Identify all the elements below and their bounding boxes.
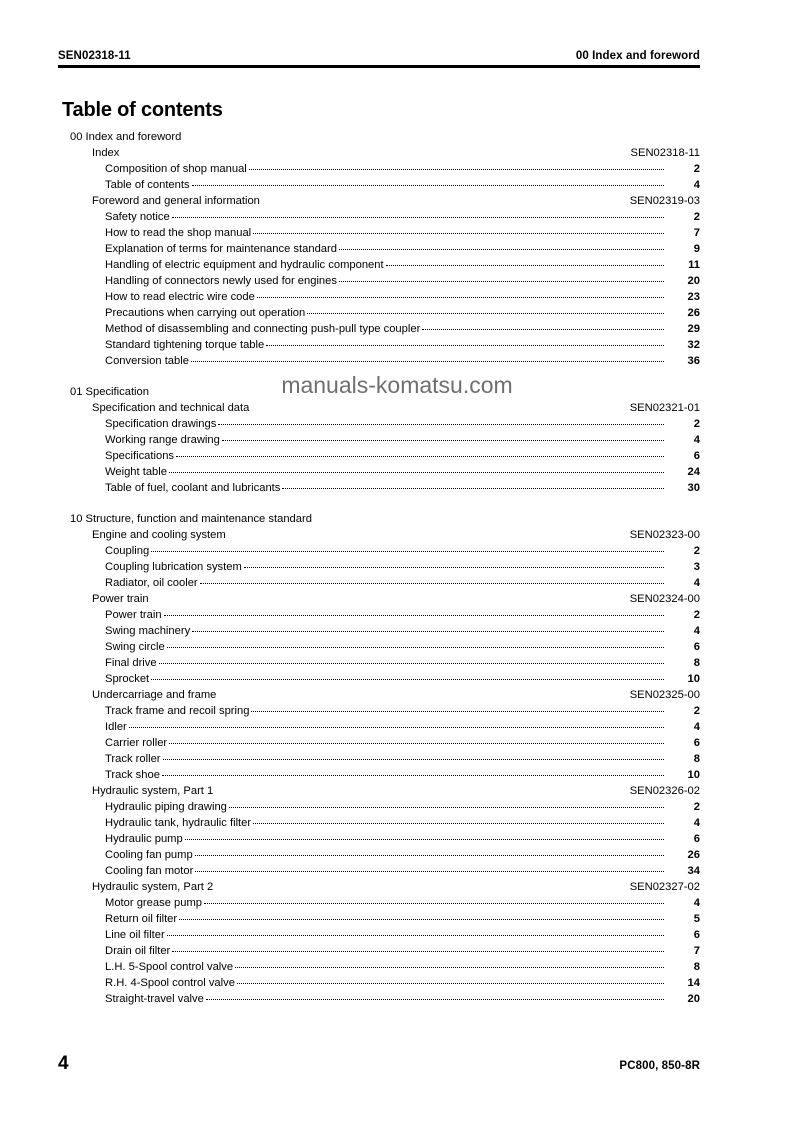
- toc-section-title: 01 Specification: [70, 386, 149, 398]
- toc-entry-label: Weight table: [105, 466, 167, 478]
- toc-entry-label: Final drive: [105, 657, 157, 669]
- dot-leader: [266, 337, 664, 348]
- toc-entry[interactable]: [58, 575, 700, 591]
- toc-entry[interactable]: [58, 639, 700, 655]
- toc-entry-label: Explanation of terms for maintenance standard: [105, 243, 337, 255]
- dot-leader: [222, 432, 664, 443]
- toc-section: [58, 511, 700, 1007]
- toc-entry-page: 10: [687, 769, 700, 781]
- toc-subsection[interactable]: [58, 687, 700, 703]
- dot-leader: [253, 815, 664, 826]
- toc-entry-page: 8: [693, 753, 700, 765]
- toc-entry-page: 6: [693, 450, 700, 462]
- toc-entry-page: 4: [693, 179, 700, 191]
- toc-entry-page: 14: [687, 977, 700, 989]
- toc-entry-label: Hydraulic tank, hydraulic filter: [105, 817, 252, 829]
- toc-entry[interactable]: [58, 448, 700, 464]
- toc-entry-page: 20: [687, 993, 700, 1005]
- toc-entry-label: Track roller: [105, 753, 161, 765]
- toc-entry[interactable]: [58, 831, 700, 847]
- toc-subsection-title: Undercarriage and frame: [92, 689, 217, 701]
- toc-entry-page: 29: [687, 323, 700, 335]
- toc-entry[interactable]: [58, 480, 700, 496]
- dot-leader: [251, 703, 664, 714]
- dot-leader: [244, 559, 664, 570]
- toc-subsection[interactable]: [58, 145, 700, 161]
- toc-entry[interactable]: [58, 337, 700, 353]
- toc-entry-label: Composition of shop manual: [105, 163, 247, 175]
- toc-entry[interactable]: [58, 177, 700, 193]
- toc-entry-label: Table of contents: [105, 179, 190, 191]
- dot-leader: [195, 863, 664, 874]
- page-title: Table of contents: [62, 99, 223, 121]
- toc-entry[interactable]: [58, 671, 700, 687]
- toc-entry-label: Motor grease pump: [105, 897, 203, 909]
- toc-section: [58, 129, 700, 369]
- toc-subsection-code: SEN02318-11: [630, 147, 700, 159]
- toc-entry[interactable]: [58, 416, 700, 432]
- toc-entry[interactable]: [58, 655, 700, 671]
- toc-entry-label: Carrier roller: [105, 737, 168, 749]
- page-footer: [58, 1053, 700, 1075]
- toc-subsection[interactable]: [58, 591, 700, 607]
- toc-entry-label: Specification drawings: [105, 418, 217, 430]
- toc-entry-page: 23: [687, 291, 700, 303]
- toc-subsection-code: SEN02326-02: [629, 785, 700, 797]
- toc-entry-page: 9: [693, 243, 700, 255]
- dot-leader: [167, 927, 664, 938]
- toc-entry-label: Handling of connectors newly used for engines: [105, 275, 337, 287]
- toc-entry-label: Drain oil filter: [105, 945, 171, 957]
- toc-entry[interactable]: [58, 863, 700, 879]
- toc-entry[interactable]: [58, 799, 700, 815]
- dot-leader: [192, 623, 664, 634]
- toc-subsection-title: Index: [92, 147, 120, 159]
- toc-entry-label: Line oil filter: [105, 929, 165, 941]
- toc-entry-label: Sprocket: [105, 673, 150, 685]
- dot-leader: [191, 353, 664, 364]
- toc-entry-page: 30: [687, 482, 700, 494]
- toc-entry-page: 6: [693, 737, 700, 749]
- toc-subsection[interactable]: [58, 879, 700, 895]
- toc-entry-page: 2: [693, 545, 700, 557]
- dot-leader: [206, 991, 664, 1002]
- toc-entry[interactable]: [58, 321, 700, 337]
- toc-entry[interactable]: [58, 464, 700, 480]
- toc-entry[interactable]: [58, 432, 700, 448]
- watermark: manuals-komatsu.com: [281, 372, 513, 398]
- toc-entry-label: How to read electric wire code: [105, 291, 255, 303]
- toc-entry-page: 3: [693, 561, 700, 573]
- toc-entry[interactable]: [58, 719, 700, 735]
- toc-entry[interactable]: [58, 273, 700, 289]
- dot-leader: [282, 480, 664, 491]
- toc-section-title: 10 Structure, function and maintenance standard: [70, 513, 312, 525]
- toc-entry-label: Track frame and recoil spring: [105, 705, 250, 717]
- toc-entry-page: 20: [687, 275, 700, 287]
- toc-entry-page: 6: [693, 929, 700, 941]
- toc-entry-page: 36: [687, 355, 700, 367]
- toc-entry-label: Hydraulic piping drawing: [105, 801, 227, 813]
- dot-leader: [422, 321, 664, 332]
- toc-entry[interactable]: [58, 847, 700, 863]
- toc-entry-page: 4: [693, 434, 700, 446]
- toc-subsection[interactable]: [58, 783, 700, 799]
- toc-entry-page: 5: [693, 913, 700, 925]
- dot-leader: [257, 289, 664, 300]
- dot-leader: [235, 959, 664, 970]
- toc-entry[interactable]: [58, 225, 700, 241]
- dot-leader: [169, 464, 664, 475]
- toc-entry-page: 4: [693, 721, 700, 733]
- toc-entry[interactable]: [58, 209, 700, 225]
- page-header: [58, 50, 700, 68]
- dot-leader: [218, 416, 664, 427]
- toc-entry-page: 6: [693, 833, 700, 845]
- toc-subsection-title: Power train: [92, 593, 149, 605]
- toc-entry[interactable]: [58, 623, 700, 639]
- toc-entry[interactable]: [58, 991, 700, 1007]
- toc-entry-page: 7: [693, 945, 700, 957]
- header-row: [58, 50, 700, 62]
- dot-leader: [176, 448, 664, 459]
- toc-subsection-code: SEN02327-02: [629, 881, 700, 893]
- toc-entry-label: Handling of electric equipment and hydraulic component: [105, 259, 384, 271]
- toc-subsection[interactable]: [58, 400, 700, 416]
- toc-entry-label: Standard tightening torque table: [105, 339, 265, 351]
- toc-entry-label: Specifications: [105, 450, 175, 462]
- toc-subsection[interactable]: [58, 527, 700, 543]
- toc-entry-page: 2: [693, 211, 700, 223]
- toc-entry-label: Straight-travel valve: [105, 993, 204, 1005]
- toc-entry-page: 11: [688, 259, 700, 271]
- toc-entry-page: 10: [687, 673, 700, 685]
- toc-entry-page: 2: [693, 609, 700, 621]
- dot-leader: [307, 305, 664, 316]
- toc-subsection-code: SEN02325-00: [629, 689, 700, 701]
- toc-subsection-code: SEN02319-03: [629, 195, 700, 207]
- toc-entry-label: Hydraulic pump: [105, 833, 183, 845]
- dot-leader: [386, 257, 664, 268]
- dot-leader: [164, 607, 664, 618]
- toc-entry[interactable]: [58, 911, 700, 927]
- toc-entry-label: Power train: [105, 609, 162, 621]
- document-code: SEN02318-11: [58, 50, 131, 62]
- toc-subsection-code: SEN02323-00: [629, 529, 700, 541]
- toc-entry-label: Cooling fan motor: [105, 865, 194, 877]
- toc-entry-label: Swing circle: [105, 641, 165, 653]
- toc-subsection-code: SEN02321-01: [629, 402, 700, 414]
- dot-leader: [195, 847, 664, 858]
- toc-entry-label: L.H. 5-Spool control valve: [105, 961, 234, 973]
- dot-leader: [249, 161, 664, 172]
- dot-leader: [151, 671, 664, 682]
- toc-subsection-code: SEN02324-00: [629, 593, 700, 605]
- dot-leader: [151, 543, 664, 554]
- dot-leader: [204, 895, 664, 906]
- table-of-contents: [58, 129, 700, 1007]
- toc-section: [58, 384, 700, 496]
- dot-leader: [172, 943, 664, 954]
- dot-leader: [253, 225, 664, 236]
- dot-leader: [169, 735, 664, 746]
- toc-entry-page: 7: [693, 227, 700, 239]
- dot-leader: [172, 209, 664, 220]
- toc-entry[interactable]: [58, 767, 700, 783]
- toc-entry[interactable]: [58, 975, 700, 991]
- toc-entry-page: 4: [693, 897, 700, 909]
- toc-subsection-title: Hydraulic system, Part 1: [92, 785, 214, 797]
- toc-entry-page: 2: [693, 705, 700, 717]
- toc-entry[interactable]: [58, 289, 700, 305]
- toc-entry-label: Track shoe: [105, 769, 160, 781]
- toc-entry-label: Working range drawing: [105, 434, 220, 446]
- toc-subsection-title: Hydraulic system, Part 2: [92, 881, 214, 893]
- toc-entry-page: 8: [693, 657, 700, 669]
- toc-subsection-title: Foreword and general information: [92, 195, 260, 207]
- toc-entry-page: 4: [693, 625, 700, 637]
- dot-leader: [129, 719, 664, 730]
- toc-entry[interactable]: [58, 927, 700, 943]
- toc-entry-page: 4: [693, 577, 700, 589]
- toc-entry-label: Cooling fan pump: [105, 849, 193, 861]
- toc-entry[interactable]: [58, 703, 700, 719]
- toc-entry[interactable]: [58, 607, 700, 623]
- toc-entry-label: Radiator, oil cooler: [105, 577, 198, 589]
- toc-entry-label: Coupling: [105, 545, 150, 557]
- toc-entry-label: Table of fuel, coolant and lubricants: [105, 482, 281, 494]
- dot-leader: [229, 799, 664, 810]
- toc-entry[interactable]: [58, 895, 700, 911]
- toc-entry[interactable]: [58, 751, 700, 767]
- dot-leader: [159, 655, 664, 666]
- toc-entry-label: Safety notice: [105, 211, 170, 223]
- toc-entry[interactable]: [58, 815, 700, 831]
- toc-entry[interactable]: [58, 257, 700, 273]
- toc-entry[interactable]: [58, 943, 700, 959]
- toc-subsection[interactable]: [58, 193, 700, 209]
- dot-leader: [237, 975, 664, 986]
- footer-model: PC800, 850-8R: [619, 1060, 700, 1072]
- toc-subsection-title: Engine and cooling system: [92, 529, 226, 541]
- toc-subsection-title: Specification and technical data: [92, 402, 250, 414]
- toc-entry[interactable]: [58, 543, 700, 559]
- chapter-label: 00 Index and foreword: [575, 50, 700, 62]
- toc-entry-page: 34: [687, 865, 700, 877]
- toc-entry[interactable]: [58, 305, 700, 321]
- dot-leader: [185, 831, 664, 842]
- dot-leader: [167, 639, 664, 650]
- toc-entry-page: 26: [687, 849, 700, 861]
- toc-entry[interactable]: [58, 735, 700, 751]
- toc-entry-label: Conversion table: [105, 355, 189, 367]
- toc-entry-label: R.H. 4-Spool control valve: [105, 977, 235, 989]
- header-divider: [58, 65, 700, 68]
- toc-entry-page: 2: [693, 418, 700, 430]
- toc-section-title: 00 Index and foreword: [70, 131, 182, 143]
- dot-leader: [192, 177, 664, 188]
- toc-entry-page: 24: [687, 466, 700, 478]
- toc-entry-label: Method of disassembling and connecting push-pull type coupler: [105, 323, 421, 335]
- toc-entry-page: 8: [693, 961, 700, 973]
- dot-leader: [339, 241, 664, 252]
- toc-entry-label: How to read the shop manual: [105, 227, 252, 239]
- dot-leader: [200, 575, 664, 586]
- dot-leader: [179, 911, 664, 922]
- footer-page-number: 4: [58, 1053, 69, 1074]
- dot-leader: [339, 273, 664, 284]
- toc-entry-label: Swing machinery: [105, 625, 191, 637]
- toc-entry-label: Precautions when carrying out operation: [105, 307, 306, 319]
- toc-entry[interactable]: [58, 559, 700, 575]
- toc-entry-page: 2: [693, 801, 700, 813]
- toc-entry[interactable]: [58, 353, 700, 369]
- dot-leader: [162, 767, 664, 778]
- toc-entry[interactable]: [58, 959, 700, 975]
- toc-entry[interactable]: [58, 161, 700, 177]
- toc-entry-page: 2: [693, 163, 700, 175]
- toc-entry-label: Return oil filter: [105, 913, 178, 925]
- dot-leader: [163, 751, 664, 762]
- toc-entry-page: 4: [693, 817, 700, 829]
- toc-entry-label: Idler: [105, 721, 127, 733]
- toc-entry-page: 6: [693, 641, 700, 653]
- toc-entry-page: 26: [687, 307, 700, 319]
- toc-entry[interactable]: [58, 241, 700, 257]
- toc-entry-label: Coupling lubrication system: [105, 561, 242, 573]
- toc-entry-page: 32: [687, 339, 700, 351]
